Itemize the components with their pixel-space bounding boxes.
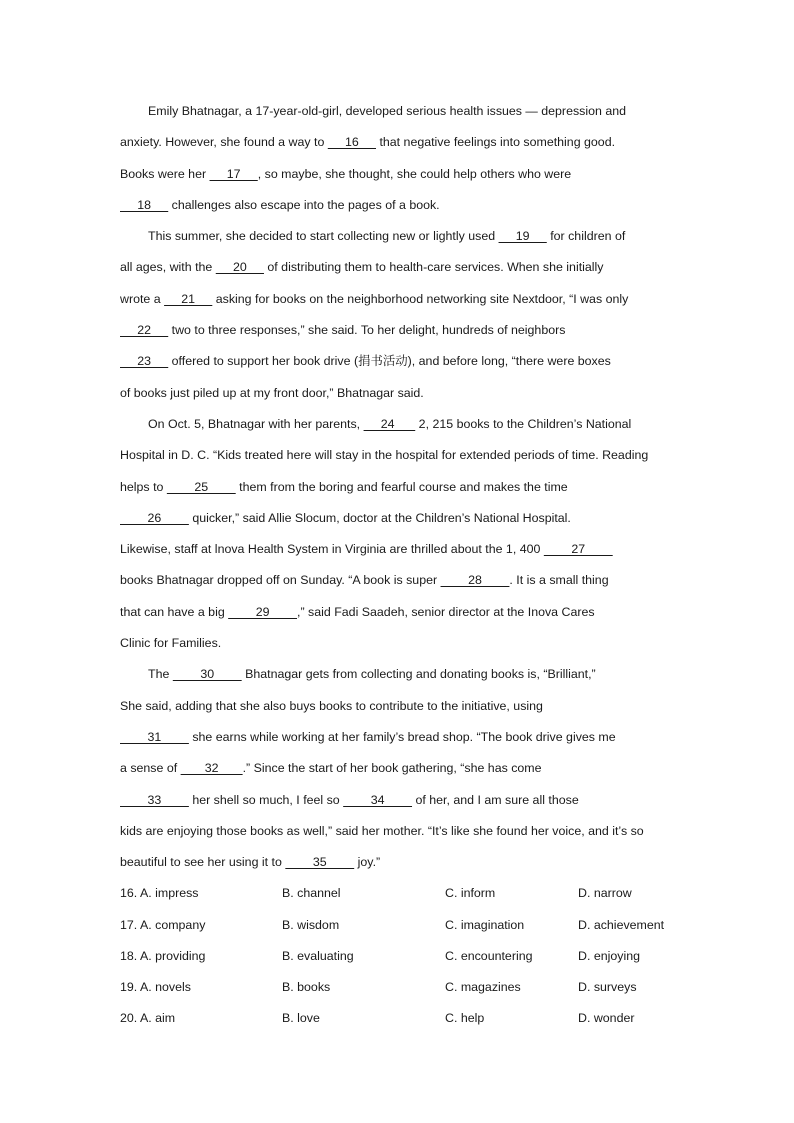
passage-text: challenges also escape into the pages of a book. xyxy=(168,197,440,212)
passage-line xyxy=(120,378,680,409)
passage-line xyxy=(120,159,680,190)
option-choice: B. love xyxy=(282,1011,320,1026)
passage-line xyxy=(120,315,680,346)
passage-text: wrote a xyxy=(120,291,165,306)
option-row xyxy=(120,910,680,941)
passage-line xyxy=(120,628,680,659)
option-choice: B. evaluating xyxy=(282,948,354,963)
option-choice: 16. A. impress xyxy=(120,886,199,901)
passage-text: She said, adding that she also buys books to contribute to the initiative, using xyxy=(120,698,543,713)
answer-options xyxy=(120,878,680,1034)
answer-blank: 24 xyxy=(363,416,416,431)
passage-text: .” Since the start of her book gathering, “she has come xyxy=(242,761,542,776)
answer-blank: 29 xyxy=(228,604,298,619)
option-choice: D. wonder xyxy=(578,1011,635,1026)
passage-text: books Bhatnagar dropped off on Sunday. “A book is super xyxy=(120,573,441,588)
passage-text: Likewise, staff at lnova Health System in Virginia are thrilled about the 1, 400 xyxy=(120,542,544,557)
passage-text: of her, and I am sure all those xyxy=(412,792,579,807)
passage-line xyxy=(120,503,680,534)
passage-line xyxy=(120,284,680,315)
answer-blank: 34 xyxy=(343,792,413,807)
passage-text: . It is a small thing xyxy=(509,573,609,588)
option-choice: B. books xyxy=(282,979,331,994)
passage-line xyxy=(120,346,680,377)
answer-blank: 25 xyxy=(166,479,236,494)
passage-text: This summer, she decided to start collecting new or lightly used xyxy=(148,229,499,244)
passage-text: kids are enjoying those books as well,” said her mother. “It’s like she found her voice, and it’s so xyxy=(120,823,644,838)
option-choice: 19. A. novels xyxy=(120,979,191,994)
option-choice: 17. A. company xyxy=(120,917,206,932)
passage-line xyxy=(120,440,680,471)
passage-text: joy.” xyxy=(354,855,381,870)
passage-line xyxy=(120,96,680,127)
passage-text: that can have a big xyxy=(120,604,229,619)
passage-text: Clinic for Families. xyxy=(120,636,222,651)
option-choice: C. imagination xyxy=(445,917,525,932)
option-choice: D. enjoying xyxy=(578,948,640,963)
option-row xyxy=(120,878,680,909)
option-choice: B. wisdom xyxy=(282,917,340,932)
passage-text: The xyxy=(148,667,173,682)
passage-text: her shell so much, I feel so xyxy=(188,792,344,807)
passage-text: , so maybe, she thought, she could help others who were xyxy=(257,166,572,181)
passage-text: helps to xyxy=(120,479,167,494)
passage-text: anxiety. However, she found a way to xyxy=(120,135,328,150)
passage-line xyxy=(120,565,680,596)
answer-blank: 31 xyxy=(120,729,189,744)
option-choice: C. encountering xyxy=(445,948,533,963)
answer-blank: 20 xyxy=(215,260,264,275)
passage-text: of distributing them to health-care services. When she initially xyxy=(263,260,604,275)
passage-text: asking for books on the neighborhood networking site Nextdoor, “I was only xyxy=(212,291,629,306)
passage-line xyxy=(120,472,680,503)
option-choice: C. magazines xyxy=(445,979,521,994)
answer-blank: 30 xyxy=(172,667,242,682)
answer-blank: 32 xyxy=(180,761,243,776)
answer-blank: 35 xyxy=(285,855,355,870)
passage-text: two to three responses,” she said. To her delight, hundreds of neighbors xyxy=(168,323,566,338)
passage-text: all ages, with the xyxy=(120,260,216,275)
passage-text: Bhatnagar gets from collecting and donating books is, “Brilliant,” xyxy=(241,667,596,682)
passage-text: them from the boring and fearful course and makes the time xyxy=(235,479,568,494)
passage-text: ,” said Fadi Saadeh, senior director at the Inova Cares xyxy=(297,604,595,619)
passage-text: a sense of xyxy=(120,761,181,776)
passage-line xyxy=(120,221,680,252)
passage-text: Books were her xyxy=(120,166,210,181)
passage-text: quicker,” said Allie Slocum, doctor at the Children’s National Hospital. xyxy=(188,510,571,525)
passage-line xyxy=(120,785,680,816)
passage-line xyxy=(120,722,680,753)
passage-text: beautiful to see her using it to xyxy=(120,855,286,870)
option-row xyxy=(120,941,680,972)
answer-blank: 27 xyxy=(543,542,613,557)
answer-blank: 21 xyxy=(164,291,213,306)
passage-line xyxy=(120,534,680,565)
option-choice: D. narrow xyxy=(578,886,632,901)
option-choice: D. surveys xyxy=(578,979,637,994)
option-choice: 18. A. providing xyxy=(120,948,206,963)
answer-blank: 16 xyxy=(327,135,376,150)
passage-line xyxy=(120,847,680,878)
passage-line xyxy=(120,409,680,440)
option-choice: D. achievement xyxy=(578,917,665,932)
passage-text: for children of xyxy=(546,229,626,244)
option-choice: C. inform xyxy=(445,886,496,901)
passage-text: of books just piled up at my front door,” Bhatnagar said. xyxy=(120,385,424,400)
passage-line xyxy=(120,190,680,221)
cloze-passage xyxy=(120,96,680,878)
answer-blank: 26 xyxy=(120,510,189,525)
answer-blank: 22 xyxy=(120,323,169,338)
passage-text: offered to support her book drive (捐书活动), and before long, “there were boxes xyxy=(168,354,611,369)
answer-blank: 17 xyxy=(209,166,258,181)
answer-blank: 33 xyxy=(120,792,189,807)
passage-line xyxy=(120,597,680,628)
passage-line xyxy=(120,252,680,283)
exam-page xyxy=(120,96,680,1034)
passage-line xyxy=(120,753,680,784)
passage-text: 2, 215 books to the Children’s National xyxy=(415,416,632,431)
passage-line xyxy=(120,127,680,158)
option-row xyxy=(120,972,680,1003)
option-row xyxy=(120,1003,680,1034)
passage-text: Hospital in D. C. “Kids treated here will stay in the hospital for extended periods of time. Reading xyxy=(120,448,649,463)
option-choice: 20. A. aim xyxy=(120,1011,176,1026)
passage-text: she earns while working at her family’s bread shop. “The book drive gives me xyxy=(188,729,616,744)
option-choice: C. help xyxy=(445,1011,485,1026)
passage-line xyxy=(120,659,680,690)
answer-blank: 18 xyxy=(120,197,169,212)
passage-text: Emily Bhatnagar, a 17-year-old-girl, developed serious health issues — depression and xyxy=(148,104,626,118)
passage-line xyxy=(120,816,680,847)
passage-text: On Oct. 5, Bhatnagar with her parents, xyxy=(148,416,364,431)
passage-line xyxy=(120,691,680,722)
option-choice: B. channel xyxy=(282,886,341,901)
answer-blank: 19 xyxy=(498,229,547,244)
answer-blank: 23 xyxy=(120,354,169,369)
answer-blank: 28 xyxy=(440,573,510,588)
passage-text: that negative feelings into something good. xyxy=(376,135,616,150)
